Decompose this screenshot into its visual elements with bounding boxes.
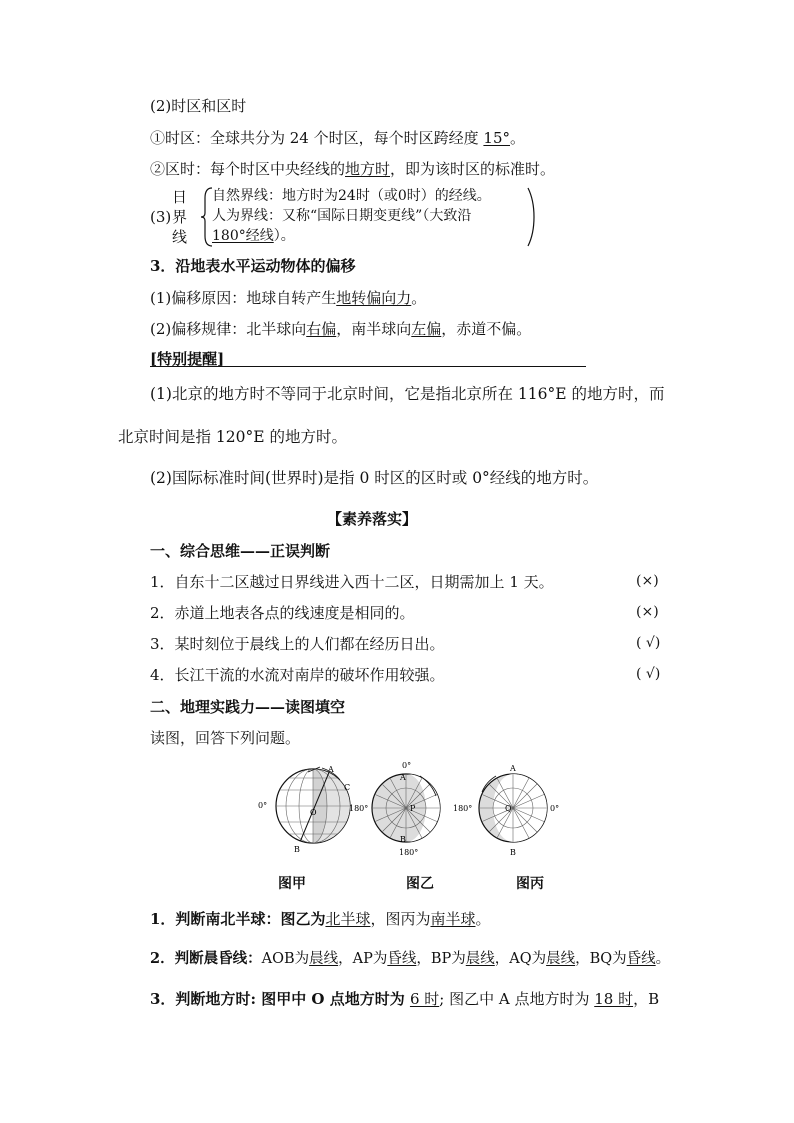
bing-label-Q: Q xyxy=(505,804,512,813)
yi-label-top: 0° xyxy=(402,761,412,770)
tip-rule xyxy=(150,366,586,367)
section-heading: 【素养落实】 xyxy=(327,510,418,528)
jia-label-C: C xyxy=(344,783,351,792)
judge-item-2: 2．赤道上地表各点的线速度是相同的。 xyxy=(150,604,415,622)
tip-1-line-a: (1)北京的地方时不等同于北京时间，它是指北京所在 116°E 的地方时，而 xyxy=(150,385,665,403)
tip-1-line-b: 北京时间是指 120°E 的地方时。 xyxy=(118,428,348,446)
date-line-label-1: 日 xyxy=(172,188,188,206)
date-line-label-3: 线 xyxy=(172,228,188,246)
judge-item-3: 3．某时刻位于晨线上的人们都在经历日出。 xyxy=(150,635,445,653)
jia-label-left: 0° xyxy=(258,801,268,810)
judge-mark-1: (×) xyxy=(636,573,659,589)
section-2-title: (2)时区和区时 xyxy=(150,97,247,115)
jia-label-O: O xyxy=(310,808,317,817)
natural-boundary-text: 自然界线：地方时为24时（或0时）的经线。 xyxy=(212,188,491,204)
yi-label-B: B xyxy=(400,835,406,844)
jia-label-B: B xyxy=(294,845,300,854)
question-3: 3．判断地方时: 图甲中 O 点地方时为 6 时; 图乙中 A 点地方时为 18 时，B xyxy=(150,990,660,1008)
bing-label-left: 180° xyxy=(453,804,473,813)
question-1: 1．判断南北半球：图乙为北半球，图丙为南半球。 xyxy=(150,910,491,928)
jia-label-right: 180° xyxy=(349,804,369,813)
judge-item-4: 4．长江干流的水流对南岸的破坏作用较强。 xyxy=(150,666,445,684)
date-line-label-2: 界 xyxy=(172,208,188,226)
date-line-number: (3) xyxy=(150,208,172,226)
deflection-cause: (1)偏移原因：地球自转产生地转偏向力。 xyxy=(150,289,427,307)
caption-bing: 图丙 xyxy=(516,876,544,892)
figure-jia xyxy=(256,760,372,856)
judge-item-1: 1．自东十二区越过日界线进入西十二区，日期需加上 1 天。 xyxy=(150,573,554,591)
tip-2: (2)国际标准时间(世界时)是指 0 时区的区时或 0°经线的地方时。 xyxy=(150,469,599,487)
read-instruction: 读图，回答下列问题。 xyxy=(150,729,301,747)
caption-jia: 图甲 xyxy=(278,876,306,892)
jia-label-A: A xyxy=(328,765,334,774)
tip-label: [特别提醒] xyxy=(150,350,225,368)
judge-mark-2: (×) xyxy=(636,604,659,620)
figure-yi xyxy=(370,758,444,858)
man-made-boundary-text: 人为界线：又称“国际日期变更线”（大致沿 xyxy=(212,208,472,224)
bing-label-B: B xyxy=(510,848,516,857)
right-bracket xyxy=(526,186,536,248)
judge-mark-3: ( √) xyxy=(636,635,661,651)
part-1-title: 一、综合思维——正误判断 xyxy=(150,542,331,560)
caption-yi: 图乙 xyxy=(406,876,434,892)
deflection-rule: (2)偏移规律：北半球向右偏，南半球向左偏，赤道不偏。 xyxy=(150,320,532,338)
yi-label-A: A xyxy=(400,773,406,782)
bing-label-A: A xyxy=(510,764,516,773)
part-2-title: 二、地理实践力——读图填空 xyxy=(150,698,346,716)
zone-time-line: ②区时：每个时区中央经线的地方时，即为该时区的标准时。 xyxy=(150,160,556,178)
yi-label-P: P xyxy=(410,804,416,813)
figure-bing xyxy=(452,758,568,858)
heading-3: 3．沿地表水平运动物体的偏移 xyxy=(150,257,356,275)
time-zone-line: ①时区：全球共分为 24 个时区，每个时区跨经度 15°。 xyxy=(150,129,526,147)
bing-label-right: 0° xyxy=(550,804,560,813)
yi-label-bottom: 180° xyxy=(399,848,419,857)
question-2: 2．判断晨昏线：AOB为晨线，AP为昏线，BP为晨线，AQ为晨线，BQ为昏线。 xyxy=(150,950,671,967)
judge-mark-4: ( √) xyxy=(636,666,661,682)
man-made-boundary-cont: 180°经线）。 xyxy=(212,228,295,244)
